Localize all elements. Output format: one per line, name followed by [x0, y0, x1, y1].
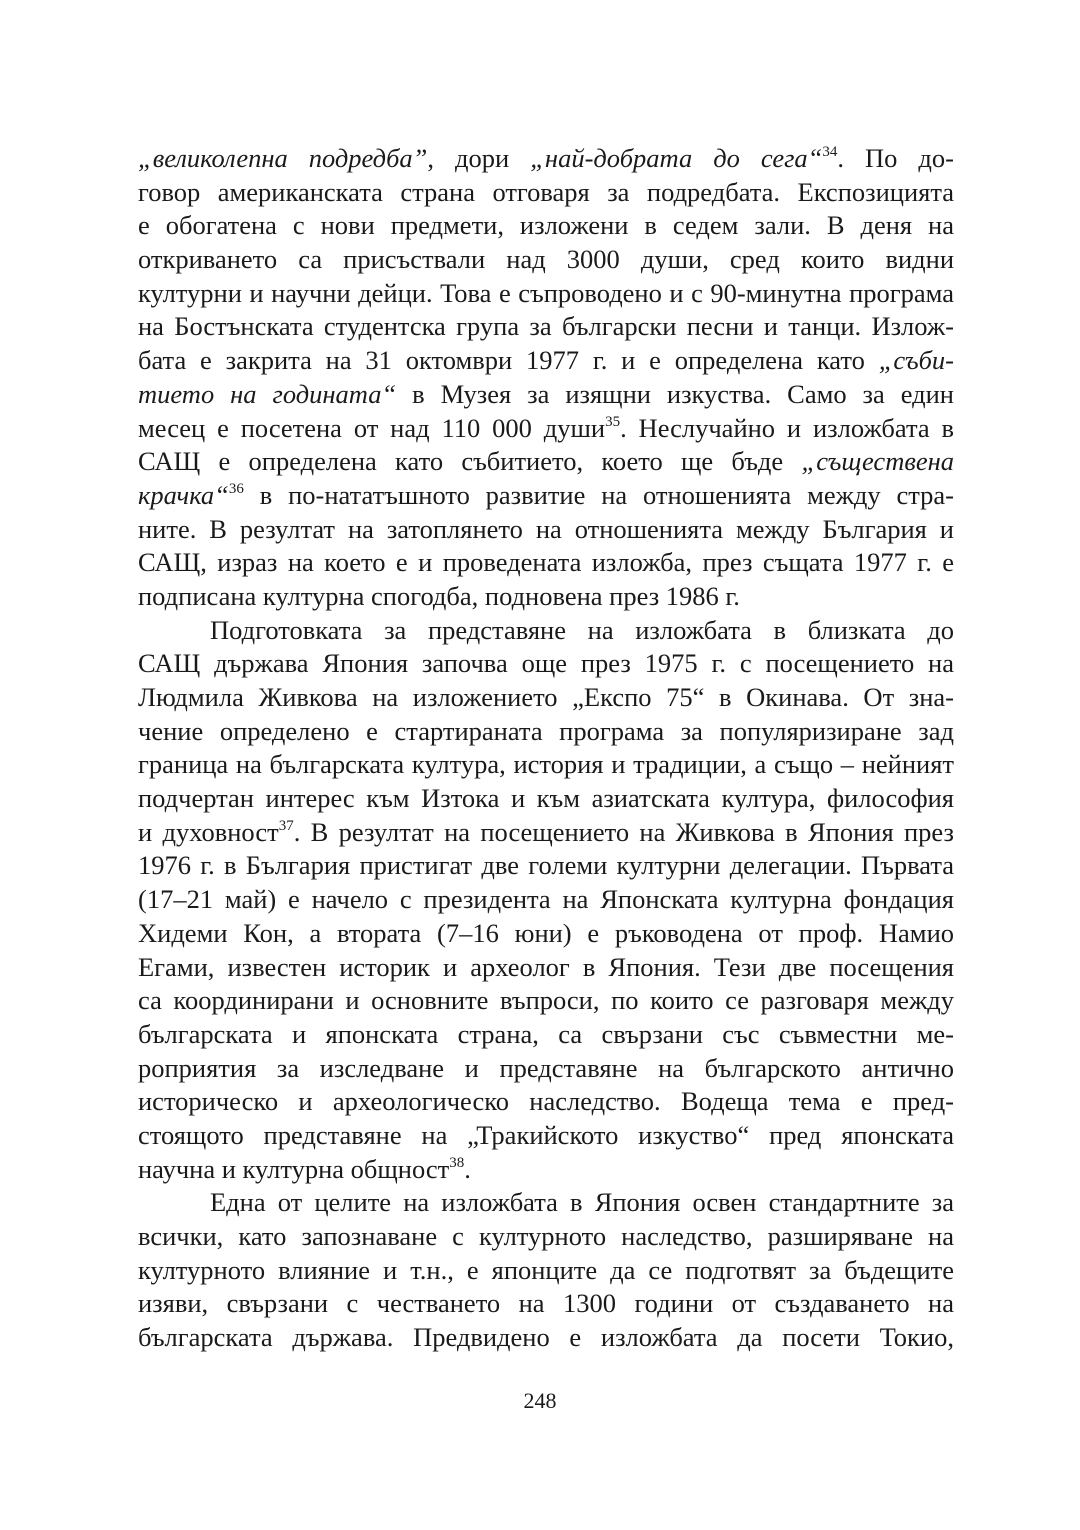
text-line: [138, 243, 954, 277]
text-line: [138, 209, 954, 243]
text-line: [138, 479, 954, 513]
text-run: бата е закрита на 31 октомври 1977 г. и е определена като: [138, 345, 879, 376]
text-line: [138, 917, 954, 951]
text-run: изяви, свързани с честването на 1300 години от създаването на: [138, 1288, 954, 1319]
text-run: САЩ, израз на което е и проведената изложба, през същата 1977 г. е: [138, 547, 954, 578]
text-run: САЩ е определена като събитието, което ще бъде: [138, 446, 802, 477]
text-line: [138, 1085, 954, 1119]
text-run: говор американската страна отговаря за подредбата. Експозицията: [138, 176, 954, 207]
text-run: Людмила Живкова на изложението „Експо 75“ в Окинава. От зна-: [138, 682, 954, 712]
text-run: е обогатена с нови предмети, изложени в седем зали. В деня на: [138, 210, 954, 241]
text-line: [138, 748, 954, 782]
italic-quote: крачка“: [138, 479, 229, 510]
text-line: [138, 513, 954, 547]
text-line: [138, 142, 954, 176]
text-run: са координирани и основните въпроси, по които се разговаря между: [138, 985, 954, 1016]
text-run: роприятия за изследване и представяне на българското антично: [138, 1052, 954, 1083]
italic-quote: тието на годината“: [138, 378, 397, 409]
text-line: [138, 1052, 954, 1086]
text-run: всички, като запознаване с културното наследство, разширяване на: [138, 1221, 954, 1251]
text-run: културното влияние и т.н., е японците да се подготвят за бъдещите: [138, 1254, 954, 1285]
italic-quote: „най-добрата до сега“: [530, 143, 823, 173]
italic-quote: „съби-: [878, 345, 954, 376]
text-run: Егами, известен историк и археолог в Япония. Тези две посещения: [138, 951, 954, 982]
text-line: [138, 1287, 954, 1321]
paragraph: [138, 614, 954, 1187]
text-line: [138, 1153, 954, 1187]
page-number: 248: [523, 1388, 557, 1413]
text-run: откриването са присъствали над 3000 души, сред които видни: [138, 244, 954, 275]
text-run: .: [464, 1153, 471, 1184]
text-line: [138, 310, 954, 344]
text-run: историческо и археологическо наследство. Водеща тема е пред-: [138, 1086, 954, 1117]
text-run: . Неслучайно и изложбата в: [620, 412, 955, 443]
text-run: САЩ държава Япония започва още през 1975 г. с посещението на: [138, 648, 954, 679]
text-run: 1976 г. в България пристигат две големи културни делегации. Първата: [138, 850, 954, 881]
italic-quote: „съществена: [801, 446, 954, 477]
text-line: [138, 782, 954, 816]
text-run: Една от целите на изложбата в Япония освен стандартните за: [210, 1187, 954, 1218]
text-line: [138, 984, 954, 1018]
text-run: и духовност: [138, 816, 279, 847]
text-line: [138, 1321, 954, 1355]
footnote-ref: 36: [228, 481, 244, 498]
text-run: на Бостънската студентска група за български песни и танци. Излож-: [138, 311, 954, 342]
text-line: [138, 951, 954, 985]
text-line: [138, 445, 954, 479]
footnote-ref: 35: [605, 413, 621, 430]
text-line: [138, 1186, 954, 1220]
text-line: [138, 614, 954, 648]
text-run: , дори: [427, 143, 531, 173]
text-line: [138, 816, 954, 850]
document-body: [138, 142, 954, 1355]
text-run: българската и японската страна, са свързани със съвместни ме-: [138, 1018, 954, 1049]
text-line: [138, 1254, 954, 1288]
text-run: стоящото представяне на „Тракийското изкуство“ пред японската: [138, 1119, 954, 1150]
text-run: граница на българската култура, история и традиции, а също – нейният: [138, 749, 954, 780]
text-run: ните. В резултат на затоплянето на отношенията между България и: [138, 513, 954, 544]
text-line: [138, 580, 954, 614]
text-run: месец е посетена от над 110 000 души: [138, 412, 606, 443]
text-line: [138, 176, 954, 210]
text-line: [138, 681, 954, 715]
text-line: [138, 378, 954, 412]
footnote-ref: 37: [278, 817, 294, 834]
text-run: Хидеми Кон, а втората (7–16 юни) е ръководена от проф. Намио: [138, 917, 954, 948]
text-run: подчертан интерес към Изтока и към азиатската култура, философия: [138, 783, 954, 814]
text-run: подписана културна спогодба, подновена през 1986 г.: [138, 580, 740, 611]
text-run: българската държава. Предвидено е изложбата да посети Токио,: [138, 1322, 954, 1353]
italic-quote: „великолепна подредба”: [138, 143, 428, 173]
text-run: чение определено е стартираната програма за популяризиране зад: [138, 715, 954, 746]
text-run: Подготовката за представяне на изложбата в близката до: [210, 614, 954, 645]
text-line: [138, 277, 954, 311]
text-line: [138, 647, 954, 681]
text-line: [138, 1220, 954, 1254]
footnote-ref: 38: [449, 1154, 465, 1171]
text-line: [138, 546, 954, 580]
paragraph: [138, 142, 954, 614]
text-line: [138, 344, 954, 378]
text-line: [138, 883, 954, 917]
text-run: (17–21 май) е начело с президента на Японската културна фондация: [138, 884, 954, 915]
text-line: [138, 1119, 954, 1153]
footnote-ref: 34: [822, 144, 838, 161]
paragraph: [138, 1186, 954, 1354]
text-line: [138, 412, 954, 446]
text-line: [138, 1018, 954, 1052]
text-line: [138, 715, 954, 749]
text-line: [138, 849, 954, 883]
text-run: в Музея за изящни изкуства. Само за един: [396, 378, 954, 409]
text-run: културни и научни дейци. Това е съпроводено и с 90-минутна програма: [138, 277, 954, 308]
text-run: . В резултат на посещението на Живкова в Япония през: [293, 816, 954, 847]
text-run: в по-нататъшното развитие на отношенията между стра-: [243, 479, 954, 510]
text-run: . По до-: [837, 143, 954, 173]
text-run: научна и културна общност: [138, 1153, 450, 1184]
